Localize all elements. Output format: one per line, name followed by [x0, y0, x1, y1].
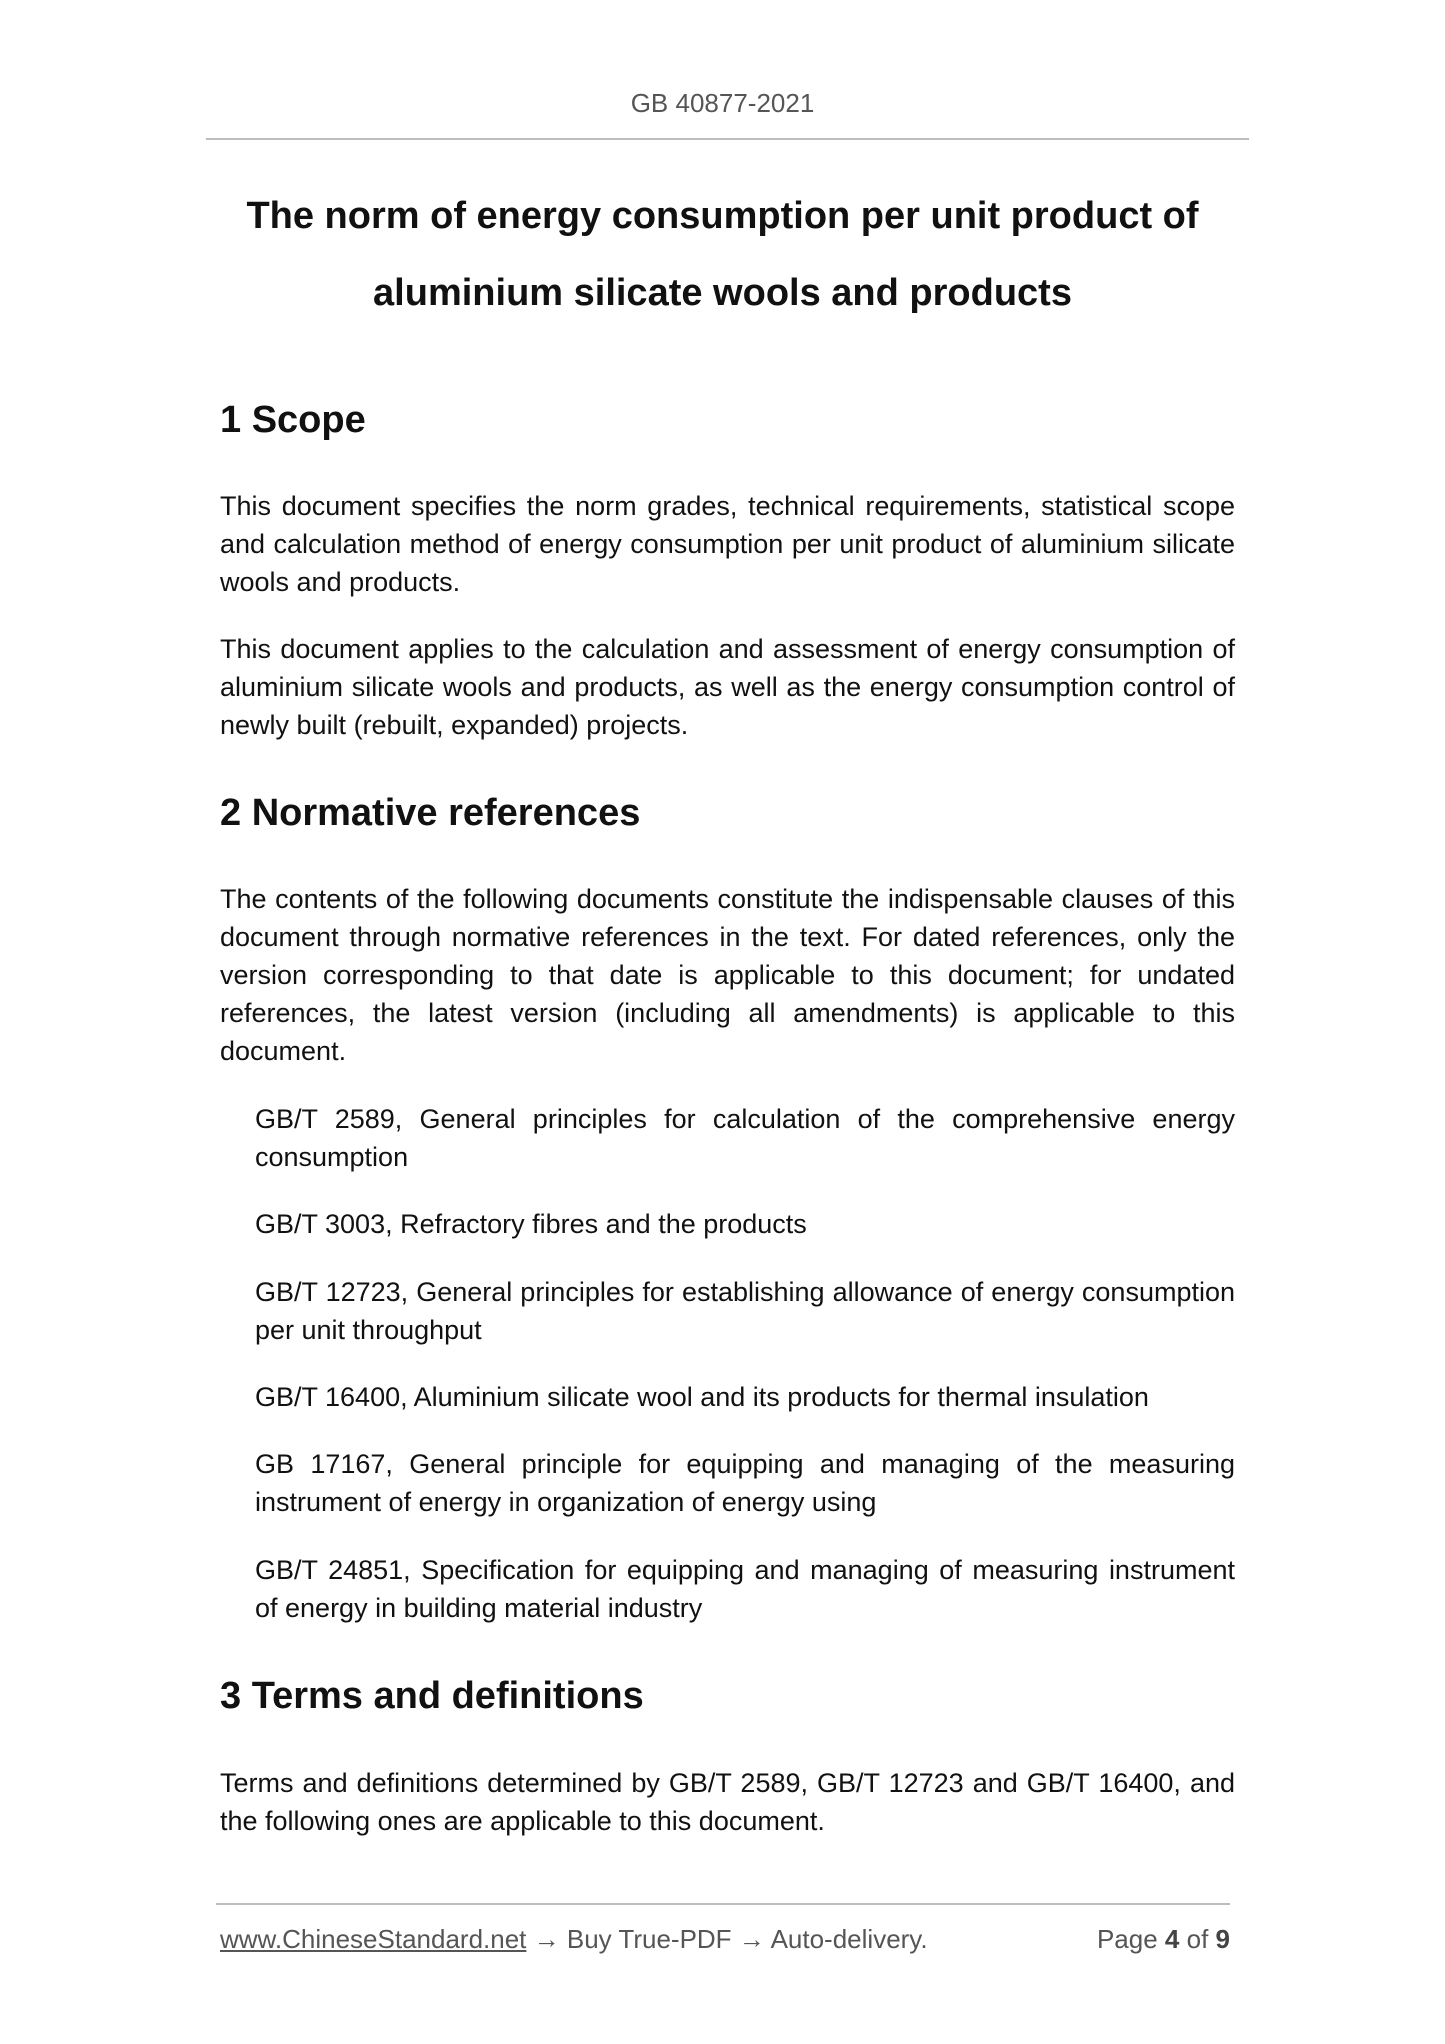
reference-item: GB 17167, General principle for equipping and managing of the measuring instrument of energy in organization of energy using	[255, 1449, 1235, 1517]
footer-tagline: → Buy True-PDF → Auto-delivery.	[526, 1924, 928, 1954]
page-indicator	[1097, 1924, 1230, 1955]
document-title	[180, 178, 1265, 332]
terms-paragraph-1: Terms and definitions determined by GB/T 2589, GB/T 12723 and GB/T 16400, and the following ones are applicable to this document.	[220, 1768, 1235, 1836]
reference-item: GB/T 24851, Specification for equipping and managing of measuring instrument of energy in building material industry	[255, 1555, 1235, 1623]
section-heading-terms-definitions: 3 Terms and definitions	[220, 1675, 644, 1717]
reference-item: GB/T 16400, Aluminium silicate wool and its products for thermal insulation	[255, 1382, 1149, 1412]
page-footer	[220, 1924, 1230, 1955]
scope-paragraph-2: This document applies to the calculation and assessment of energy consumption of aluminium silicate wools and products, as well as the energy consumption control of newly built (rebuilt, expanded) projects.	[220, 634, 1235, 740]
page-current: 4	[1164, 1924, 1180, 1954]
of-label: of	[1186, 1924, 1209, 1954]
title-line-1: The norm of energy consumption per unit product of	[246, 195, 1199, 237]
website-link[interactable]: www.ChineseStandard.net	[220, 1924, 527, 1954]
page-label: Page	[1096, 1924, 1158, 1954]
title-line-2: aluminium silicate wools and products	[373, 272, 1072, 314]
reference-item: GB/T 2589, General principles for calculation of the comprehensive energy consumption	[255, 1104, 1235, 1172]
footer-divider	[216, 1903, 1230, 1905]
reference-item: GB/T 12723, General principles for establishing allowance of energy consumption per unit throughput	[255, 1277, 1235, 1345]
header-divider	[206, 138, 1249, 140]
scope-paragraph-1: This document specifies the norm grades, technical requirements, statistical scope and calculation method of energy consumption per unit product of aluminium silicate wools and products.	[220, 491, 1235, 597]
section-heading-normative-references: 2 Normative references	[220, 792, 641, 834]
normative-intro-paragraph: The contents of the following documents constitute the indispensable clauses of this document through normative references in the text. For dated references, only the version corresponding to that date is applicable to this document; for undated references, the latest version (including all amendments) is applicable to this document.	[220, 884, 1235, 1066]
document-header-id: GB 40877-2021	[630, 88, 815, 118]
reference-item: GB/T 3003, Refractory fibres and the products	[255, 1209, 807, 1239]
section-heading-scope: 1 Scope	[220, 399, 366, 441]
page-total: 9	[1215, 1924, 1230, 1954]
